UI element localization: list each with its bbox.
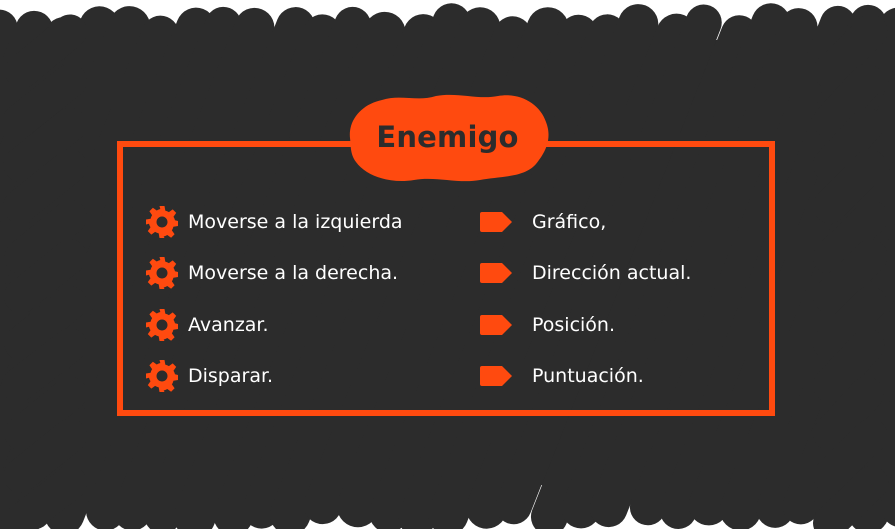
method-label: Moverse a la derecha.	[188, 262, 399, 285]
method-label: Disparar.	[188, 365, 274, 388]
attributes-list	[478, 196, 691, 402]
attribute-item	[478, 299, 691, 351]
method-item	[144, 299, 403, 351]
attribute-item	[478, 248, 691, 300]
card-title: Enemigo	[376, 120, 519, 154]
attribute-item	[478, 351, 691, 403]
tag-icon	[478, 261, 514, 285]
attribute-label: Posición.	[532, 313, 616, 336]
method-item	[144, 196, 403, 248]
tag-icon	[478, 313, 514, 337]
tag-icon	[478, 364, 514, 388]
attribute-label: Puntuación.	[532, 365, 644, 388]
attribute-label: Gráfico,	[532, 210, 607, 233]
gear-icon	[144, 358, 180, 394]
method-item	[144, 351, 403, 403]
gear-icon	[144, 204, 180, 240]
methods-list	[144, 196, 403, 402]
method-label: Avanzar.	[188, 313, 269, 336]
tag-icon	[478, 210, 514, 234]
method-label: Moverse a la izquierda	[188, 210, 403, 233]
attribute-label: Dirección actual.	[532, 262, 692, 285]
attribute-item	[478, 196, 691, 248]
method-item	[144, 248, 403, 300]
gear-icon	[144, 307, 180, 343]
gear-icon	[144, 255, 180, 291]
